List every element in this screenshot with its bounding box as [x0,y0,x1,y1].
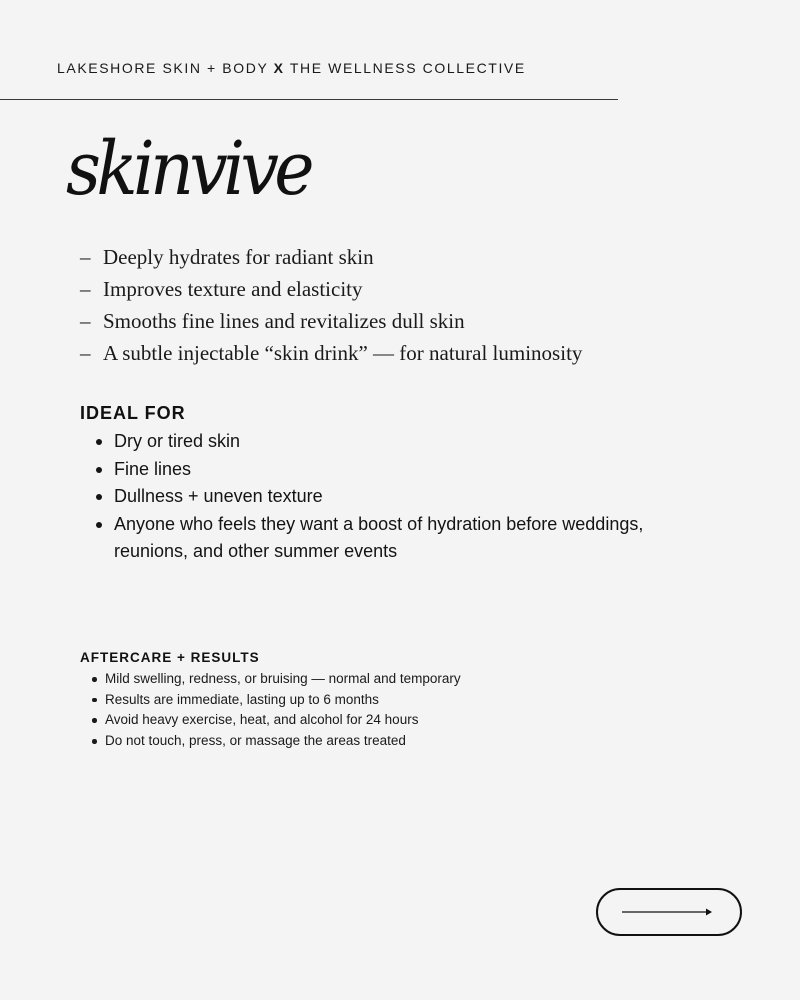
arrow-right-icon [622,907,714,917]
ideal-for-heading: IDEAL FOR [80,403,186,423]
benefit-item [80,275,582,307]
benefits-list [80,243,582,371]
ideal-for-item: Fine lines [96,456,716,484]
brand-separator: X [273,60,285,76]
benefit-item [80,243,582,275]
ideal-for-item: Anyone who feels they want a boost of hydration before weddings, reunions, and other summer events [96,511,716,566]
brand-left: LAKESHORE SKIN + BODY [57,60,269,76]
dash-bullet: – [80,245,91,269]
ideal-for-item: Dry or tired skin [96,428,716,456]
dash-bullet: – [80,277,91,301]
ideal-for-item: Dullness + uneven texture [96,483,716,511]
next-button[interactable] [596,888,742,936]
aftercare-heading: AFTERCARE + RESULTS [80,650,260,665]
aftercare-item: Do not touch, press, or massage the areas treated [92,731,461,752]
benefit-text: Deeply hydrates for radiant skin [103,245,374,269]
aftercare-item: Avoid heavy exercise, heat, and alcohol for 24 hours [92,710,461,731]
dash-bullet: – [80,341,91,365]
aftercare-item: Mild swelling, redness, or bruising — normal and temporary [92,669,461,690]
header-divider [0,99,618,100]
benefit-text: Smooths fine lines and revitalizes dull skin [103,309,465,333]
dash-bullet: – [80,309,91,333]
aftercare-list [92,669,461,752]
benefit-item [80,339,582,371]
skinvive-logo: skinvive [66,126,311,212]
aftercare-item: Results are immediate, lasting up to 6 months [92,690,461,711]
benefit-item [80,307,582,339]
ideal-for-list [96,428,716,566]
header-brands [57,60,526,76]
brand-right: THE WELLNESS COLLECTIVE [289,60,526,76]
benefit-text: Improves texture and elasticity [103,277,363,301]
benefit-text: A subtle injectable “skin drink” — for natural luminosity [103,341,583,365]
